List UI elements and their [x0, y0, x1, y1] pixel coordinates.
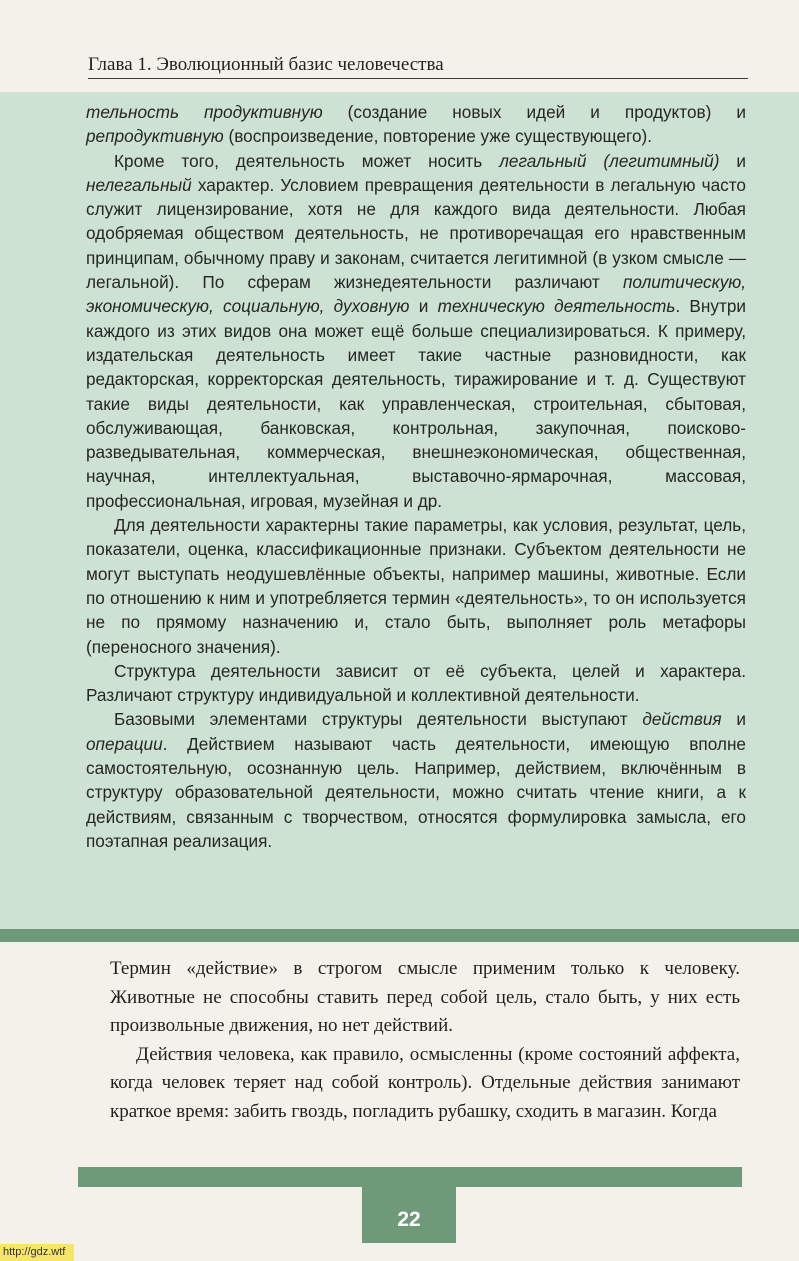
paragraph	[86, 513, 746, 659]
paragraph	[86, 707, 746, 853]
text-run: и	[409, 296, 438, 317]
text-run: характер. Условием превращения деятельности в легальную часто служит лицензирование, хотя не для каждого вида деятельности. Любая одобряемая обществом деятельность, не противоречащая его нравственным принципам, обычному праву и законам, считается легитимной (в узком смысле — легальной). По сферам жизнедеятельности различают	[86, 174, 746, 293]
italic-term: операции	[86, 733, 163, 754]
italic-term: репродуктивную	[86, 126, 224, 147]
page-number: 22	[397, 1208, 421, 1231]
footer-bar	[78, 1167, 742, 1187]
italic-term: действия	[642, 709, 722, 730]
text-run: и	[719, 150, 746, 171]
text-run: . Внутри каждого из этих видов она может ещё больше специализироваться. К примеру, издательская деятельность имеет такие частные разновидности, как редакторская, корректорская деятельность, тиражирование и т. д. Существуют такие виды деятельности, как управленческая, строительная, сбытовая, обслуживающая, банковская, контрольная, закупочная, поисково-разведывательная, коммерческая, внешнеэкономическая, общественная, научная, интеллектуальная, выставочно-ярмарочная, массовая, профессиональная, игровая, музейная и др.	[86, 296, 746, 511]
section-divider	[0, 929, 799, 942]
chapter-title: Глава 1. Эволюционный базис человечества	[88, 54, 444, 75]
text-run: (воспроизведение, повторение уже существующего).	[223, 126, 653, 147]
paragraph	[86, 149, 746, 513]
text-run: и	[721, 709, 746, 730]
italic-term: политическую, экономическую, социальную, духовную	[86, 272, 746, 317]
italic-term: легальный (легитимный)	[499, 150, 720, 171]
italic-term: нелегальный	[86, 174, 192, 195]
text-run: Для деятельности характерны такие параметры, как условия, результат, цель, показатели, оценка, классификационные признаки. Субъектом деятельности не могут выступать неодушевлённые объекты, например машины, животные. Если по отношению к ним и употребляется термин «деятельность», то он используется не по прямому назначению и, стало быть, выполняет роль метафоры (переносного значения).	[86, 515, 746, 657]
italic-term: техническую деятельность	[437, 296, 676, 317]
paragraph: Термин «действие» в строгом смысле применим только к человеку. Животные не способны ставить перед собой цель, стало быть, у них есть произвольные движения, но нет действий.	[110, 958, 740, 1036]
paragraph: Действия человека, как правило, осмысленны (кроме состояний аффекта, когда человек теряет над собой контроль). Отдельные действия занимают краткое время: забить гвоздь, погладить рубашку, сходить в магазин. Когда	[110, 1043, 740, 1122]
chapter-header	[88, 52, 748, 79]
text-run: Кроме того, деятельность может носить	[114, 150, 500, 171]
italic-term: тельность продуктивную	[86, 102, 323, 122]
text-run: (создание новых идей и продуктов) и	[322, 102, 746, 122]
paragraph	[86, 100, 746, 149]
text-run: Структура деятельности зависит от её субъекта, целей и характера. Различают структуру индивидуальной и коллективной деятельности.	[86, 660, 746, 706]
paragraph	[86, 659, 746, 708]
text-run: Базовыми элементами структуры деятельности выступают	[114, 709, 643, 730]
main-text	[110, 955, 740, 1126]
highlighted-text	[86, 100, 746, 853]
text-run: . Действием называют часть деятельности, имеющую вполне самостоятельную, осознанную цель. Например, действием, включённым в структуру образовательной деятельности, можно считать чтение книги, а к действиям, связанным с творчеством, относятся формулировка замысла, его поэтапная реализация.	[86, 733, 746, 851]
watermark-link[interactable]: http://gdz.wtf	[0, 1244, 74, 1261]
